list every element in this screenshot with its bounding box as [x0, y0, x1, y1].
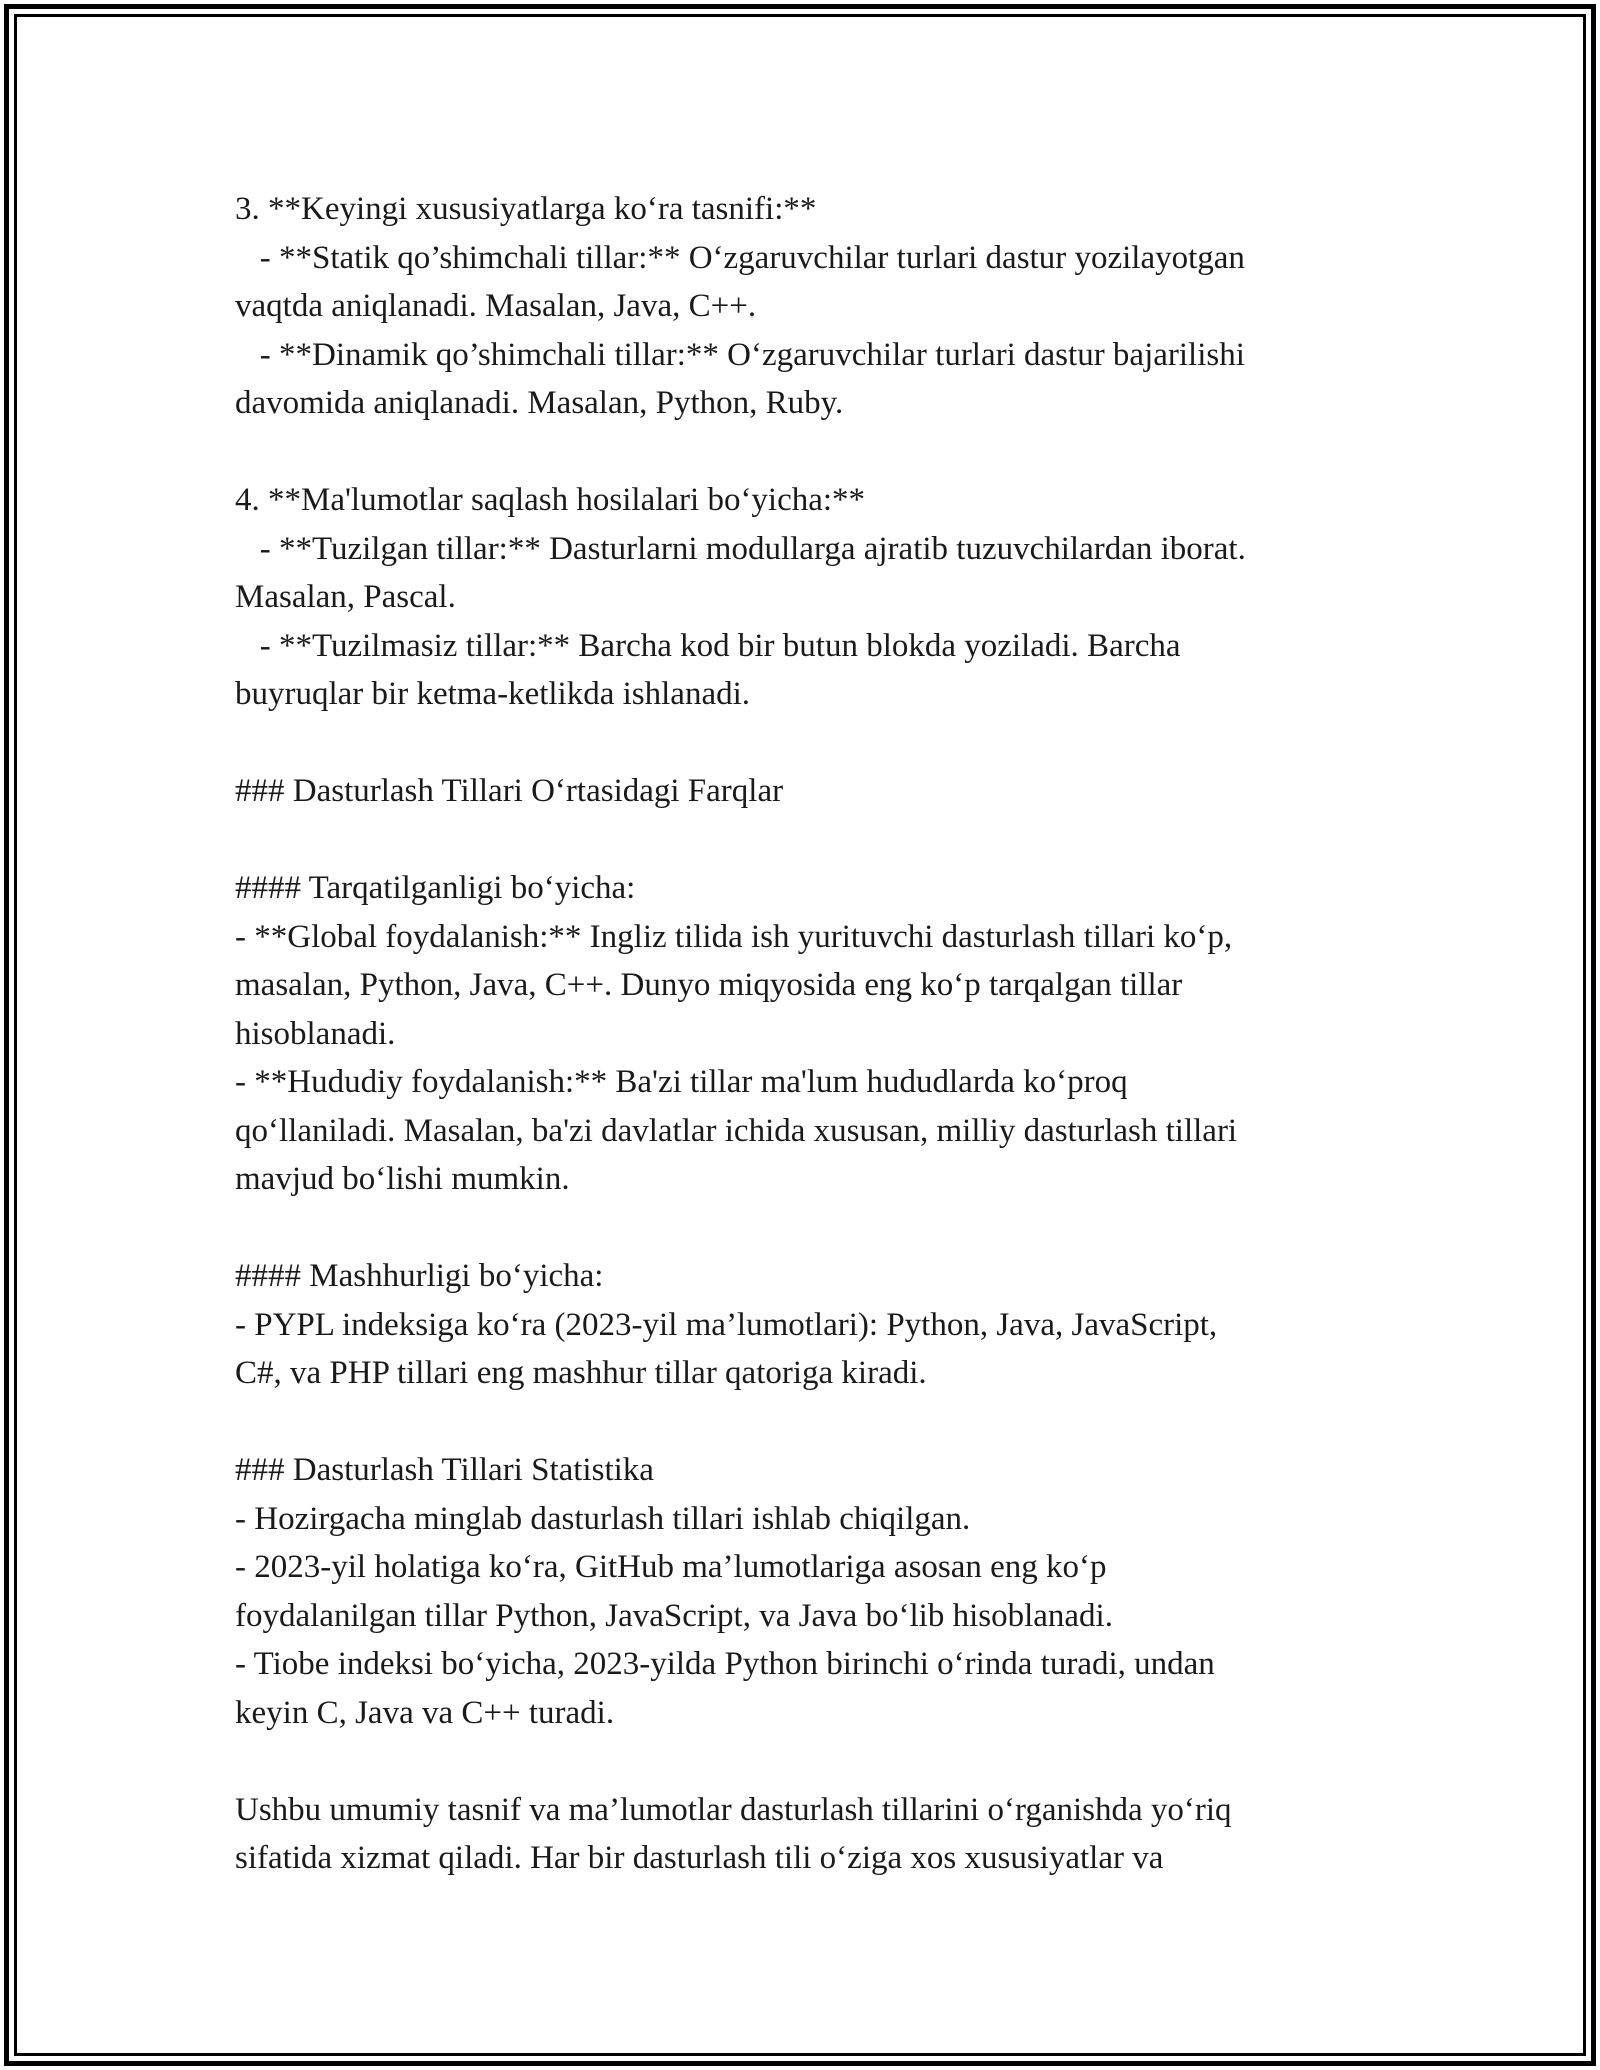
text-line: mavjud bo‘lishi mumkin.	[235, 1161, 570, 1197]
text-line: 4. **Ma'lumotlar saqlash hosilalari bo‘yicha:**	[235, 482, 866, 518]
text-line: - **Global foydalanish:** Ingliz tilida ish yurituvchi dasturlash tillari ko‘p,	[235, 918, 1233, 955]
text-line: sifatida xizmat qiladi. Har bir dasturlash tili o‘ziga xos xususiyatlar va	[235, 1840, 1164, 1876]
text-line: vaqtda aniqlanadi. Masalan, Java, C++.	[235, 288, 757, 324]
document-body	[235, 185, 1395, 1883]
blank-line	[235, 816, 1395, 865]
text-line: #### Mashhurligi bo‘yicha:	[235, 1258, 604, 1294]
text-line: hisoblanadi.	[235, 1015, 396, 1052]
text-line: davomida aniqlanadi. Masalan, Python, Ruby.	[235, 385, 844, 421]
text-line: - Hozirgacha minglab dasturlash tillari ishlab chiqilgan.	[235, 1500, 971, 1537]
blank-line	[235, 1737, 1395, 1786]
text-line: ### Dasturlash Tillari O‘rtasidagi Farqlar	[235, 773, 784, 809]
text-line: ### Dasturlash Tillari Statistika	[235, 1452, 654, 1488]
text-line: - **Statik qo’shimchali tillar:** O‘zgaruvchilar turlari dastur yozilayotgan	[235, 239, 1245, 276]
blank-line	[235, 1398, 1395, 1447]
text-line: 3. **Keyingi xususiyatlarga ko‘ra tasnifi:**	[235, 191, 817, 227]
text-line: - **Hududiy foydalanish:** Ba'zi tillar ma'lum hududlarda ko‘proq	[235, 1064, 1128, 1100]
text-line: keyin C, Java va C++ turadi.	[235, 1694, 615, 1731]
blank-line	[235, 428, 1395, 477]
text-line: masalan, Python, Java, C++. Dunyo miqyosida eng ko‘p tarqalgan tillar	[235, 967, 1183, 1003]
text-line: buyruqlar bir ketma-ketlikda ishlanadi.	[235, 676, 751, 712]
text-line: - PYPL indeksiga ko‘ra (2023-yil ma’lumotlari): Python, Java, JavaScript,	[235, 1306, 1218, 1343]
blank-line	[235, 719, 1395, 768]
text-line: - Tiobe indeksi bo‘yicha, 2023-yilda Python birinchi o‘rinda turadi, undan	[235, 1646, 1215, 1682]
text-line: C#, va PHP tillari eng mashhur tillar qatoriga kiradi.	[235, 1355, 927, 1391]
text-line: - **Tuzilgan tillar:** Dasturlarni modullarga ajratib tuzuvchilardan iborat.	[235, 530, 1246, 567]
text-line: - **Dinamik qo’shimchali tillar:** O‘zgaruvchilar turlari dastur bajarilishi	[235, 336, 1245, 373]
text-line: - 2023-yil holatiga ko‘ra, GitHub ma’lumotlariga asosan eng ko‘p	[235, 1549, 1107, 1585]
text-line: qo‘llaniladi. Masalan, ba'zi davlatlar ichida xususan, milliy dasturlash tillari	[235, 1112, 1238, 1149]
text-line: Ushbu umumiy tasnif va ma’lumotlar dasturlash tillarini o‘rganishda yo‘riq	[235, 1791, 1232, 1828]
text-line: - **Tuzilmasiz tillar:** Barcha kod bir butun blokda yoziladi. Barcha	[235, 627, 1181, 664]
text-line: Masalan, Pascal.	[235, 579, 456, 615]
blank-line	[235, 1204, 1395, 1253]
text-line: #### Tarqatilganligi bo‘yicha:	[235, 870, 636, 906]
text-line: foydalanilgan tillar Python, JavaScript, va Java bo‘lib hisoblanadi.	[235, 1597, 1113, 1634]
